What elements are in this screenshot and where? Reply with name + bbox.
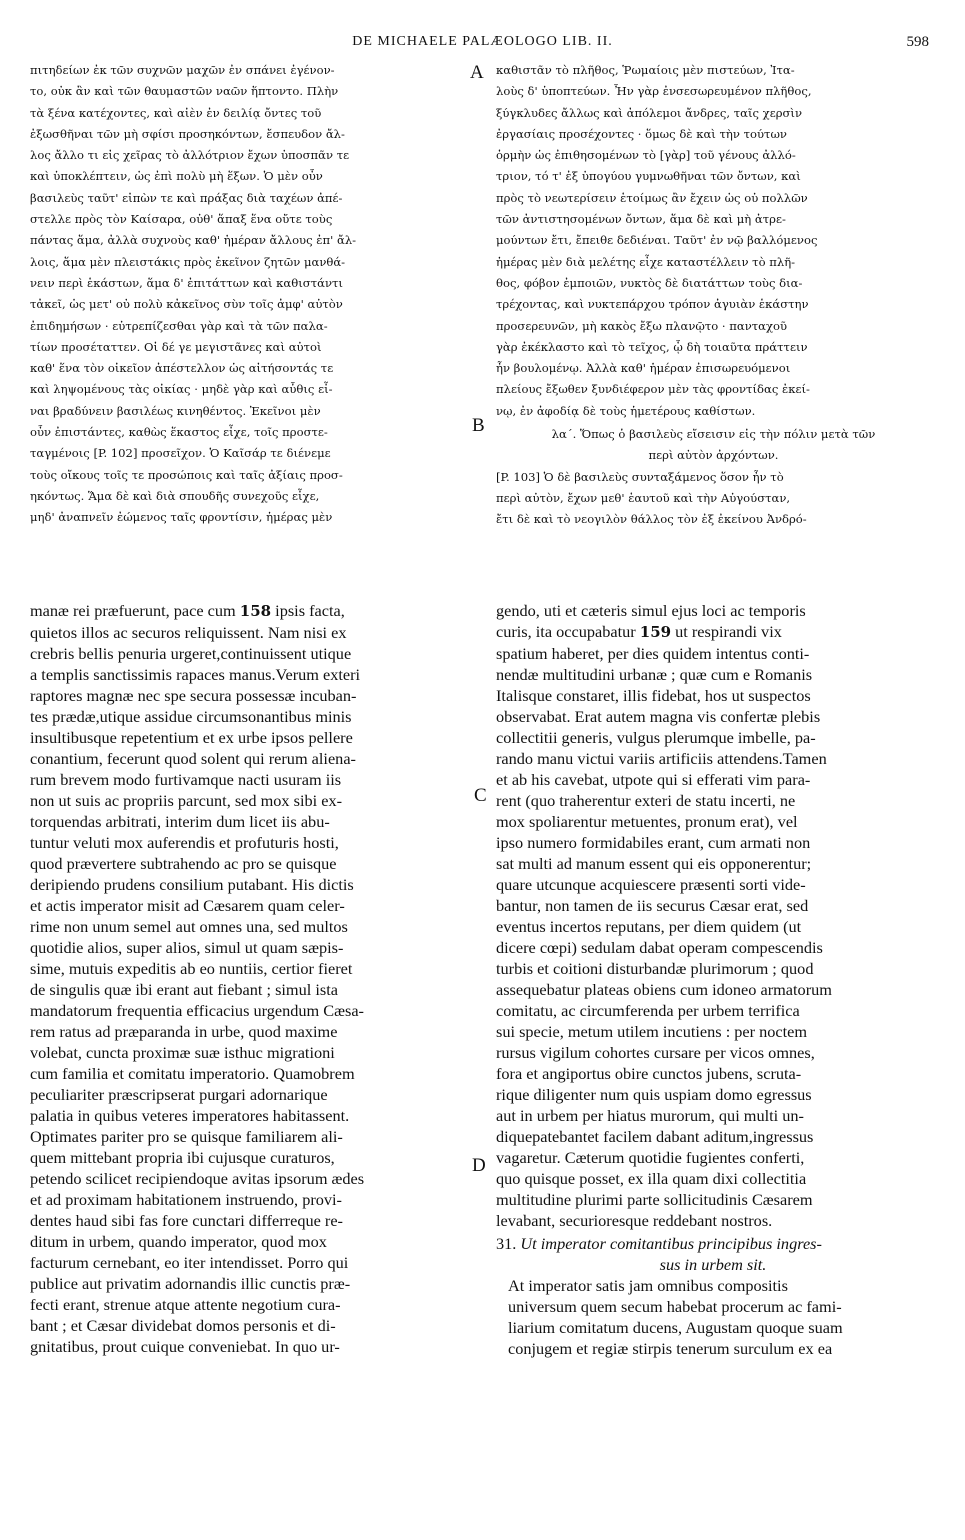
text-line-tail: ut respirandi vix — [671, 622, 782, 641]
text-line-content: τριον, τό τ' ἐξ ὑπογύου γυμνωθῆναι τῶν ὄντων, καὶ — [496, 169, 801, 184]
text-line-content: gnitatibus, prout cuique conveniebat. In quo ur- — [30, 1337, 340, 1356]
text-line — [496, 643, 930, 664]
text-line-content: λοὺς δ' ὑποπτεύων. Ἦν γὰρ ἐνσεσωρευμένον πλῆθος, — [496, 84, 812, 99]
text-line-content: πλείους ἔξωθεν ξυνδιέφερον μὲν τὰς φροντίδας ἐκεί- — [496, 382, 810, 397]
text-line-content: μηδ' ἀναπνεῖν ἐώμενος ταῖς φροντίσιν, ἡμέρας μὲν — [30, 510, 333, 525]
text-line — [496, 294, 931, 315]
text-line-content: ipso numero formidabiles erant, cum armati non — [496, 833, 811, 852]
page-header — [0, 34, 965, 56]
text-line — [496, 664, 930, 685]
greek-heading-line-2: περὶ αὐτὸν ἀρχόντων. — [648, 448, 779, 463]
text-line — [30, 401, 468, 422]
text-line — [30, 124, 468, 145]
text-line — [30, 166, 468, 187]
text-line-content: ἐργασίαις προσέχοντες · ὅμως δὲ καὶ τὴν τούτων — [496, 126, 787, 141]
text-line — [508, 1317, 930, 1338]
text-line — [30, 294, 468, 315]
text-line-content: τἀκεῖ, ὡς μετ' οὐ πολὺ κἀκεῖνος σὺν τοῖς ἀμφ' αὐτὸν — [30, 297, 343, 312]
text-line — [496, 979, 930, 1000]
text-line — [30, 1042, 470, 1063]
latin-heading-number: 31. — [496, 1234, 517, 1253]
text-line — [496, 1021, 930, 1042]
text-line-content: petendo scilicet recipiendoque avitas ipsorum ædes — [30, 1169, 365, 1188]
text-line — [496, 209, 931, 230]
text-line-content: οὖν ἐπιστάντες, καθὼς ἕκαστος εἶχε, τοῖς προστε- — [30, 425, 328, 440]
text-line — [30, 1126, 470, 1147]
text-line-content: et ab his cavebat, utpote qui si efferati vim para- — [496, 770, 811, 789]
latin-heading-line-1: Ut imperator comitantibus principibus ingres- — [516, 1234, 822, 1253]
margin-marker-d: D — [472, 1155, 486, 1176]
text-line — [30, 769, 470, 790]
text-line — [496, 1084, 930, 1105]
margin-marker-c: C — [474, 785, 487, 806]
text-line-content: et actis imperator misit ad Cæsarem quam celer- — [30, 896, 345, 915]
greek-section-heading — [496, 424, 931, 445]
text-line — [496, 467, 931, 488]
text-line-content: mox spoliarentur metuentes, pronum erat), vel — [496, 812, 798, 831]
text-line — [30, 1210, 470, 1231]
text-line-content: ἐξωσθῆναι τῶν μὴ σφίσι προσηκόντων, ἔσπευδον ἄλ- — [30, 126, 345, 141]
greek-right-paragraph-b — [496, 467, 931, 531]
text-line — [496, 1126, 930, 1147]
greek-right-paragraph-a — [496, 60, 931, 422]
text-line — [496, 316, 931, 337]
text-line — [30, 209, 468, 230]
text-line-content: rique diligenter num quis uspiam domo egressus — [496, 1085, 812, 1104]
text-line — [30, 1021, 470, 1042]
text-line — [508, 1296, 930, 1317]
text-line — [496, 145, 931, 166]
text-line — [30, 600, 470, 622]
text-line — [496, 769, 930, 790]
text-line-content: τὰ ξένα κατέχοντες, καὶ αἰὲν ἐν δειλίᾳ ὄντες τοῦ — [30, 105, 322, 120]
text-line-content: de singulis quæ ibi erant aut fiebant ; simul ista — [30, 980, 338, 999]
text-line-content: multitudine plurimi parte sollicitudinis Cæsarem — [496, 1190, 813, 1209]
text-line-content: insultibusque repetentium et ex urbe ipsos pellere — [30, 728, 353, 747]
latin-right-paragraph-a — [496, 600, 930, 1231]
text-line — [496, 252, 931, 273]
text-line-content: λος ἄλλο τι εἰς χεῖρας τὸ ἀλλότριον ἔχων ὑποσπᾶν τε — [30, 148, 350, 163]
text-line — [30, 273, 468, 294]
text-line — [30, 1294, 470, 1315]
text-line — [30, 230, 468, 251]
text-line — [30, 103, 468, 124]
text-line-content: conjugem et regiæ stirpis tenerum surculum ex ea — [508, 1339, 833, 1358]
text-line — [496, 1000, 930, 1021]
text-line-content: sat multi ad manum essent qui eis opponerentur; — [496, 854, 812, 873]
text-line — [30, 958, 470, 979]
text-line-content: levabant, securioresque reddebant nostros. — [496, 1211, 773, 1230]
text-line-content: universum quem secum habebat procerum ac fami- — [508, 1297, 842, 1316]
text-line-content: ἔτι δὲ καὶ τὸ νεογιλὸν θάλλος τὸν ἐξ ἐκείνου Ἀνδρό- — [496, 512, 807, 527]
text-line-content: περὶ αὐτὸν, ἔχων μεθ' ἑαυτοῦ καὶ τὴν Αὐγούσταν, — [496, 490, 791, 505]
text-line-content: aut in urbem per hiatus murorum, qui multi un- — [496, 1106, 804, 1125]
text-line — [496, 1042, 930, 1063]
text-line-content: collectitii generis, vulgus plerumque imbelle, pa- — [496, 728, 816, 747]
text-line-content: eventus incertos reputans, per diem quidem (ut — [496, 917, 802, 936]
text-line-content: τοὺς οἴκους τοῖς τε προσώποις καὶ ταῖς ἀξίαις προσ- — [30, 467, 343, 482]
text-line — [30, 937, 470, 958]
text-line-content: ταγμένοις [P. 102] προσεῖχον. Ὁ Καῖσάρ τε διένεμε — [30, 446, 331, 461]
text-line-content: crebris bellis penuria urgeret,continuissent utique — [30, 644, 352, 663]
text-line — [30, 1105, 470, 1126]
text-line-content: μούντων ἔτι, ἔπειθε δεδιέναι. Ταῦτ' ἐν νῷ βαλλόμενος — [496, 233, 818, 248]
text-line — [30, 358, 468, 379]
text-line-content: manæ rei præfuerunt, pace cum — [30, 601, 240, 620]
text-line — [496, 103, 931, 124]
text-line — [496, 895, 930, 916]
latin-heading-line-2: sus in urbem sit. — [659, 1255, 767, 1274]
text-line-content: torquendas arbitrati, interim dum licet iis abu- — [30, 812, 330, 831]
text-line — [30, 622, 470, 643]
text-line-content: προσερευνῶν, μὴ κακὸς ἔξω πλανῷτο · πανταχοῦ — [496, 318, 788, 333]
text-line-content: τρέχοντας, καὶ νυκτεπάρχου τρόπον ἀγυιὰν ἑκάστην — [496, 297, 809, 312]
text-line — [30, 1252, 470, 1273]
text-line-content: bantur, non tamen de iis securus Cæsar erat, sed — [496, 896, 809, 915]
margin-marker-a: A — [470, 62, 484, 83]
text-line-tail: ipsis facta, — [271, 601, 345, 620]
text-line-content: rime non unum semel aut omnes una, sed multos — [30, 917, 348, 936]
text-line-content: ditum in urbem, quando imperator, quod mox — [30, 1232, 327, 1251]
text-line-content: cum familia et comitatu imperatorio. Quamobrem — [30, 1064, 355, 1083]
column-number: 159 — [639, 623, 672, 641]
text-line-content: a templis sanctissimis rapaces manus.Verum exteri — [30, 665, 361, 684]
text-line-content: conantium, fecerunt quod solent qui rerum aliena- — [30, 749, 356, 768]
latin-text-left-column — [30, 600, 470, 1357]
text-line-content: βασιλεὺς ταῦτ' εἰπὼν τε καὶ πράξας διὰ ταχέων ἀπέ- — [30, 190, 343, 205]
text-line — [30, 1231, 470, 1252]
text-line-content: rum brevem modo furtivamque nacti usuram iis — [30, 770, 342, 789]
text-line-content: sime, mutuis expeditis ab eo nuntiis, certior fieret — [30, 959, 353, 978]
text-line-content: deripiendo prudens consilium putabant. His dictis — [30, 875, 354, 894]
text-line — [496, 379, 931, 400]
text-line-content: gendo, uti et cæteris simul ejus loci ac temporis — [496, 601, 806, 620]
text-line — [30, 895, 470, 916]
text-line-content: καὶ ληψομένους τὰς οἰκίας · μηδὲ γὰρ καὶ αὖθις εἶ- — [30, 382, 333, 397]
text-line — [496, 488, 931, 509]
text-line-content: bant ; et Cæsar dividebat domos personis et di- — [30, 1316, 336, 1335]
text-line-content: ὁρμὴν ὡς ἐπιθησομένων τὸ [γὰρ] τοῦ γένους ἀλλό- — [496, 148, 796, 163]
text-line-content: dicere cœpi) sedulam dabat operam compescendis — [496, 938, 823, 957]
text-line-content: At imperator satis jam omnibus compositis — [508, 1276, 788, 1295]
text-line-content: non ut suis ac propriis parcunt, sed mox sibi ex- — [30, 791, 343, 810]
text-line — [30, 748, 470, 769]
text-line-content: sui specie, metum utilem incutiens : per noctem — [496, 1022, 808, 1041]
text-line-content: tuntur veluti mox auferendis et profuturis hosti, — [30, 833, 339, 852]
text-line-content: fora et angiportus obire cunctos jubens, scruta- — [496, 1064, 802, 1083]
text-line — [496, 811, 930, 832]
text-line — [496, 230, 931, 251]
text-line — [508, 1338, 930, 1359]
text-line-content: quem mittebant propria ibi cujusque curaturos, — [30, 1148, 335, 1167]
text-line — [496, 748, 930, 769]
text-line — [496, 916, 930, 937]
page-number: 598 — [906, 34, 929, 50]
text-line — [30, 1000, 470, 1021]
text-line-content: τῶν ἀντιστησομένων ὄντων, ἅμα δὲ καὶ μὴ ἀτρε- — [496, 212, 786, 227]
text-line-content: mandatorum frequentia efficacius urgendum Cæsa- — [30, 1001, 364, 1020]
text-line — [30, 145, 468, 166]
text-line-content: rursus vigilum cohortes cursare per vicos omnes, — [496, 1043, 815, 1062]
text-line — [30, 316, 468, 337]
text-line — [496, 273, 931, 294]
text-line-content: τίων προσέταττεν. Οἱ δέ γε μεγιστᾶνες καὶ αὐτοὶ — [30, 339, 322, 354]
text-line-content: palatia in quibus veteres imperatores habitassent. — [30, 1106, 350, 1125]
text-line — [30, 1336, 470, 1357]
text-line-content: spatium haberet, per dies quidem intentus conti- — [496, 644, 810, 663]
greek-text-right-column — [496, 60, 931, 531]
text-line-content: observabat. Erat autem magna vis confertæ plebis — [496, 707, 821, 726]
text-line — [496, 401, 931, 422]
text-line — [30, 1168, 470, 1189]
text-line — [30, 853, 470, 874]
column-number: 158 — [239, 602, 272, 620]
text-line — [30, 1063, 470, 1084]
latin-text-right-column — [496, 600, 930, 1359]
text-line-content: Italisque constaret, illis fidebat, hos ut suspectos — [496, 686, 811, 705]
text-line — [30, 790, 470, 811]
text-line — [30, 1147, 470, 1168]
text-line-content: raptores magnæ nec spe secura possessæ incuban- — [30, 686, 357, 705]
text-line — [30, 486, 468, 507]
text-line — [496, 1210, 930, 1231]
text-line — [496, 706, 930, 727]
text-line-content: facturum cernebant, eo iter intendisset. Porro qui — [30, 1253, 349, 1272]
text-line — [496, 124, 931, 145]
text-line-content: rem ratus ad præparanda in urbe, quod maxime — [30, 1022, 338, 1041]
text-line — [30, 337, 468, 358]
text-line — [30, 1315, 470, 1336]
text-line-content: liarium comitatum ducens, Augustam quoque suam — [508, 1318, 843, 1337]
text-line-content: turbis et coitioni disturbandæ plurimorum ; quod — [496, 959, 814, 978]
text-line-content: θος, φόβον ἐμποιῶν, νυκτὸς δὲ διατάττων τοὺς δια- — [496, 275, 803, 290]
text-line-content: καθ' ἕνα τὸν οἰκεῖον ἀπέστελλον ὡς αἰτήσοντάς τε — [30, 361, 334, 376]
text-line-content: publice aut privatim adornandis illic cunctis præ- — [30, 1274, 351, 1293]
text-line-content: et ad proximam habitationem instruendo, provi- — [30, 1190, 342, 1209]
text-line — [30, 252, 468, 273]
text-line-content: ἡμέρας μὲν διὰ μελέτης εἶχε καταστέλλειν τὸ πλῆ- — [496, 254, 796, 269]
latin-right-paragraph-b — [496, 1275, 930, 1359]
text-line-content: quotidie alios, super alios, simul ut quam sæpis- — [30, 938, 344, 957]
text-line — [30, 465, 468, 486]
text-line-content: diquepatebantet facilem dabant aditum,ingressus — [496, 1127, 814, 1146]
text-line — [496, 509, 931, 530]
text-line — [496, 727, 930, 748]
text-line-content: rando manu victui variis artificiis attendens.Tamen — [496, 749, 827, 768]
text-line — [30, 507, 468, 528]
text-line-content: peculiariter præscripserat purgari adornarique — [30, 1085, 328, 1104]
text-line-content: quare utcunque acquiescere præsenti sorti vide- — [496, 875, 806, 894]
greek-text-left-column — [30, 60, 468, 529]
text-line-content: πιτηδείων ἐκ τῶν συχνῶν μαχῶν ἐν σπάνει ἐγένον- — [30, 63, 335, 77]
text-line-content: στελλε πρὸς τὸν Καίσαρα, οὐθ' ἅπαξ ἕνα οὔτε τοὺς — [30, 212, 333, 227]
text-line — [30, 443, 468, 464]
latin-section-heading — [496, 1233, 930, 1254]
text-line — [496, 937, 930, 958]
text-line — [496, 621, 930, 643]
text-line-content: νειν περὶ ἑκάστων, ἅμα δ' ἐπιτάττων καὶ καθιστάντι — [30, 275, 343, 290]
text-line-content: πάντας ἅμα, ἀλλὰ συχνοὺς καθ' ἡμέραν ἄλλους ἐπ' ἄλ- — [30, 233, 357, 248]
text-line-content: γὰρ ἐκέκλαστο καὶ τὸ τεῖχος, ᾧ δὴ τοιαῦτα πράττειν — [496, 339, 808, 354]
text-line — [496, 81, 931, 102]
text-line-content: καθιστᾶν τὸ πλῆθος, Ῥωμαίοις μὲν πιστεύων, Ἰτα- — [496, 63, 795, 77]
text-line-content: το, οὐκ ἂν καὶ τῶν θαυμαστῶν ναῶν ἥπτοντο. Πλὴν — [30, 84, 339, 99]
text-line — [496, 1105, 930, 1126]
text-line — [496, 832, 930, 853]
text-line-content: volebat, cuncta proximæ suæ isthuc migrationi — [30, 1043, 335, 1062]
text-line — [30, 811, 470, 832]
text-line — [30, 1273, 470, 1294]
running-head: DE MICHAELE PALÆOLOGO LIB. II. — [352, 34, 613, 49]
text-line — [496, 1189, 930, 1210]
text-line — [496, 790, 930, 811]
text-line-content: quo quisque posset, ex illa quam dixi collectitia — [496, 1169, 807, 1188]
text-line-content: ξύγκλυδες ἄλλως καὶ ἀπόλεμοι ἄνδρες, ταῖς χερσὶν — [496, 105, 803, 120]
text-line — [30, 664, 470, 685]
text-line — [30, 60, 468, 81]
text-line-content: comitatu, ac circumferenda per urbem terrifica — [496, 1001, 800, 1020]
text-line — [30, 379, 468, 400]
text-line — [30, 685, 470, 706]
text-line — [496, 358, 931, 379]
text-line — [496, 958, 930, 979]
text-line — [496, 1147, 930, 1168]
text-line-content: ἐπιδημήσων · εὐτρεπίζεσθαι γὰρ καὶ τὰ τῶν παλα- — [30, 318, 328, 333]
text-line — [30, 874, 470, 895]
text-line — [30, 916, 470, 937]
text-line-content: νῳ, ἐν ἀφοδίᾳ δὲ τοὺς ἡμετέρους καθίστων. — [496, 403, 756, 418]
greek-heading-line-1: λα΄. Ὅπως ὁ βασιλεὺς εἴσεισιν εἰς τὴν πόλιν μετὰ τῶν — [551, 427, 876, 442]
text-line-content: nendæ multitudini urbanæ ; quæ cum e Romanis — [496, 665, 813, 684]
text-line — [496, 60, 931, 81]
text-line-content: tes prædæ,utique assidue circumsonantibus minis — [30, 707, 352, 726]
margin-marker-b: B — [472, 415, 485, 436]
text-line-content: ναι βραδύνειν βασιλέως κινηθέντος. Ἐκεῖνοι μὲν — [30, 403, 321, 418]
text-line — [30, 727, 470, 748]
text-line — [30, 81, 468, 102]
text-line — [30, 422, 468, 443]
text-line-content: assequebatur plateas obiens cum idoneo armatorum — [496, 980, 832, 999]
text-line-content: quietos illos ac securos reliquissent. Nam nisi ex — [30, 623, 347, 642]
text-line — [30, 832, 470, 853]
text-line — [496, 874, 930, 895]
text-line — [508, 1275, 930, 1296]
text-line — [30, 1189, 470, 1210]
text-line — [496, 1063, 930, 1084]
text-line-content: curis, ita occupabatur — [496, 622, 640, 641]
text-line-content: dentes haud sibi fas fore cunctari differreque re- — [30, 1211, 343, 1230]
text-line — [30, 188, 468, 209]
text-line-content: λοις, ἅμα μὲν πλειστάκις πρὸς ἐκεῖνον ζητῶν μανθά- — [30, 254, 346, 269]
text-line — [496, 685, 930, 706]
text-line — [496, 188, 931, 209]
text-line — [30, 706, 470, 727]
text-line-content: vagaretur. Cæterum quotidie fugientes conferti, — [496, 1148, 805, 1167]
text-line-content: ηκόντως. Ἅμα δὲ καὶ διὰ σπουδῆς συνεχοῦς εἶχε, — [30, 488, 320, 503]
text-line-content: fecti erant, strenue atque attente negotium cura- — [30, 1295, 341, 1314]
text-line-content: quod prævertere subtrahendo ac pro se quisque — [30, 854, 337, 873]
text-line-content: rent (quo traherentur exteri de statu incerti, ne — [496, 791, 796, 810]
text-line-content: ἦν βουλομένῳ. Ἀλλὰ καθ' ἡμέραν ἐπισωρευόμενοι — [496, 361, 791, 376]
text-line-content: Optimates pariter pro se quisque familiarem ali- — [30, 1127, 343, 1146]
text-line — [496, 853, 930, 874]
text-line-content: πρὸς τὸ νεωτερίσειν ἑτοίμως ἂν ἔχειν ὡς οὐ πολλῶν — [496, 190, 808, 205]
text-line-content: [P. 103] Ὁ δὲ βασιλεὺς συνταξάμενος ὅσον ἦν τὸ — [496, 469, 784, 484]
text-line — [30, 643, 470, 664]
text-line — [30, 979, 470, 1000]
text-line — [496, 600, 930, 621]
text-line — [30, 1084, 470, 1105]
text-line — [496, 166, 931, 187]
text-line — [496, 1168, 930, 1189]
text-line-content: καὶ ὑποκλέπτειν, ὡς ἐπὶ πολὺ μὴ ἕξων. Ὁ μὲν οὖν — [30, 169, 323, 184]
text-line — [496, 337, 931, 358]
